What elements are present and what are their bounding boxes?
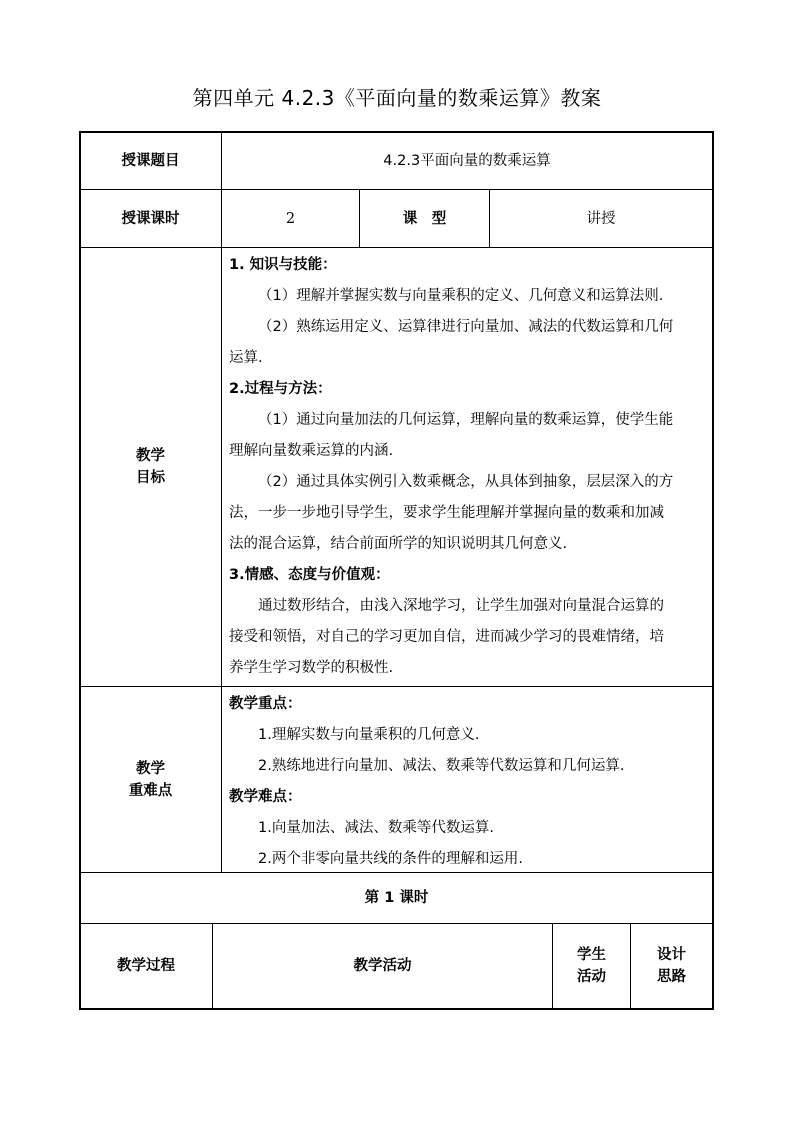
header-design-rationale: [631, 924, 712, 1008]
goal-line: （2）熟练运用定义、运算律进行向量加、减法的代数运算和几何: [258, 319, 674, 335]
label-key-points: [80, 687, 221, 872]
goal-line: 接受和领悟，对自己的学习更加自信，进而减少学习的畏难情绪，培: [229, 629, 664, 645]
label-lesson-type: 课 型: [402, 210, 447, 227]
difficult-point-item: 1.向量加法、减法、数乘等代数运算.: [258, 820, 494, 836]
header-line: 设计: [657, 947, 686, 963]
label-teaching-goals: [80, 248, 221, 686]
header-line: 学生: [577, 947, 606, 963]
key-points-content: [229, 689, 707, 875]
goal-line: （2）通过具体实例引入数乘概念，从具体到抽象，层层深入的方: [258, 474, 674, 490]
goal-line: 法，一步一步地引导学生，要求学生能理解并掌握向量的数乘和加减: [229, 505, 664, 521]
label-line: 目标: [136, 470, 165, 486]
value-lesson-type: 讲授: [586, 210, 616, 227]
period-row: 第 1 课时: [364, 890, 429, 906]
goal-heading: 3.情感、态度与价值观：: [229, 567, 390, 583]
label-lesson-topic: 授课题目: [121, 152, 180, 169]
header-line: 活动: [577, 969, 606, 985]
header-teaching-activities: 教学活动: [353, 958, 412, 974]
goal-line: （1）理解并掌握实数与向量乘积的定义、几何意义和运算法则.: [258, 288, 664, 304]
key-points-heading: 教学重点：: [229, 696, 302, 712]
label-line: 重难点: [128, 782, 173, 799]
value-lesson-periods: 2: [285, 210, 296, 227]
goal-line: 通过数形结合，由浅入深地学习，让学生加强对向量混合运算的: [258, 598, 664, 614]
table-border-bottom: [79, 1008, 714, 1010]
label-lesson-periods: 授课课时: [121, 210, 180, 227]
key-point-item: 2.熟练地进行向量加、减法、数乘等代数运算和几何运算.: [258, 758, 625, 774]
label-line: 教学: [136, 760, 165, 777]
difficult-points-heading: 教学难点：: [229, 789, 302, 805]
document-title: 第四单元 4.2.3《平面向量的数乘运算》教案: [192, 86, 602, 110]
header-teaching-process: 教学过程: [117, 958, 175, 974]
goal-line: 法的混合运算，结合前面所学的知识说明其几何意义.: [229, 536, 568, 552]
header-student-activities: [553, 924, 630, 1008]
key-point-item: 1.理解实数与向量乘积的几何意义.: [258, 727, 480, 743]
difficult-point-item: 2.两个非零向量共线的条件的理解和运用.: [258, 851, 523, 867]
header-line: 思路: [657, 969, 686, 985]
goal-heading: 1. 知识与技能：: [229, 257, 337, 273]
teaching-goals-content: [229, 250, 707, 684]
goal-line: 养学生学习数学的积极性.: [229, 660, 394, 676]
label-line: 教学: [136, 448, 165, 464]
goal-line: （1）通过向量加法的几何运算，理解向量的数乘运算，使学生能: [258, 412, 674, 428]
goal-line: 运算.: [229, 350, 263, 366]
value-lesson-topic: 4.2.3平面向量的数乘运算: [383, 152, 551, 169]
goal-line: 理解向量数乘运算的内涵.: [229, 443, 394, 459]
goal-heading: 2.过程与方法：: [229, 381, 332, 397]
